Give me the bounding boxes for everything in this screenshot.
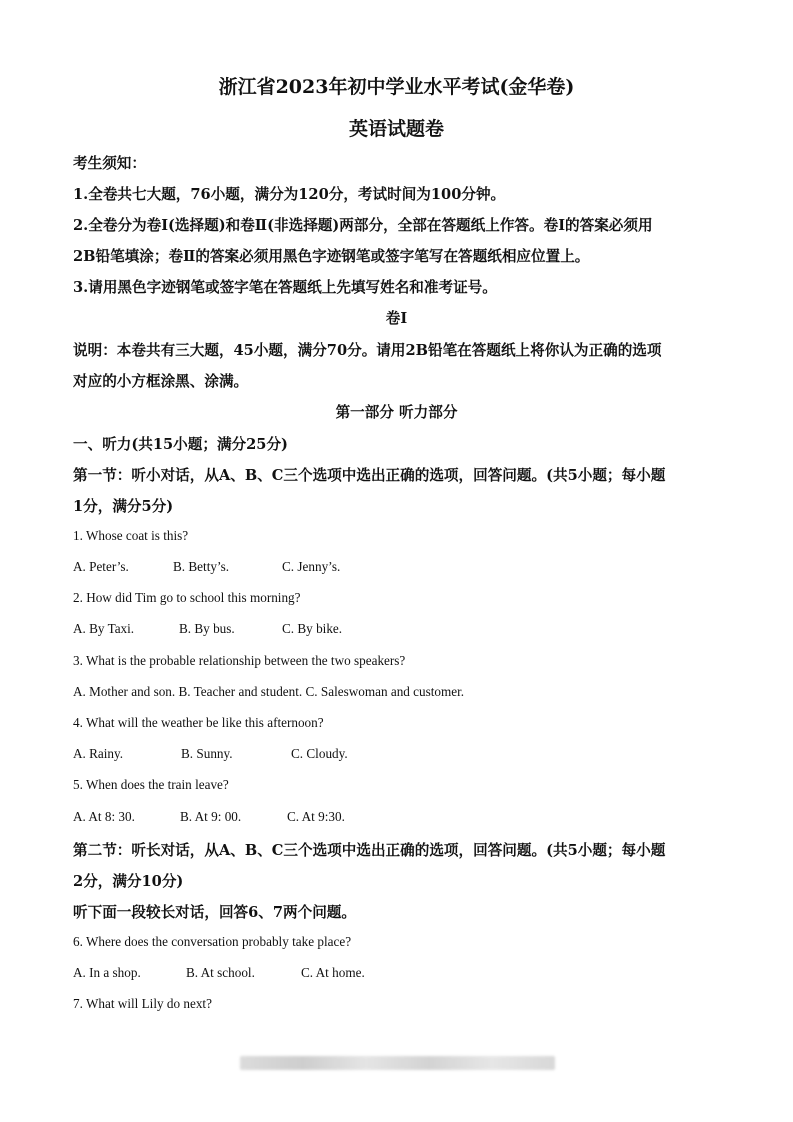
question-4: 4. What will the weather be like this afternoon? <box>73 715 324 730</box>
question-5: 5. When does the train leave? <box>73 777 229 792</box>
section-title: 一、听力(共15小题；满分25分) <box>73 436 288 453</box>
option-1c: C. Jenny’s. <box>282 559 341 574</box>
volume-desc-b: 对应的小方框涂黑、涂满。 <box>73 373 249 390</box>
question-6: 6. Where does the conversation probably take place? <box>73 934 352 949</box>
option-4b: B. Sunny. <box>181 746 233 761</box>
option-6b: B. At school. <box>186 965 255 980</box>
option-4a: A. Rainy. <box>73 746 124 761</box>
volume-label: 卷Ⅰ <box>385 310 408 327</box>
notice-line-1: 1.全卷共七大题，76小题，满分为120分，考试时间为100分钟。 <box>73 186 506 203</box>
option-1b: B. Betty’s. <box>173 559 230 574</box>
section2-instr-a: 第二节：听长对话，从A、B、C三个选项中选出正确的选项，回答问题。(共5小题；每小题 <box>73 842 666 859</box>
blurred-footer-watermark <box>240 1056 555 1070</box>
option-5a: A. At 8: 30. <box>73 809 135 824</box>
option-2a: A. By Taxi. <box>73 621 135 636</box>
question-7: 7. What will Lily do next? <box>73 996 212 1011</box>
notice-heading: 考生须知： <box>73 155 146 172</box>
option-2b: B. By bus. <box>179 621 235 636</box>
section1-instr-a: 第一节：听小对话，从A、B、C三个选项中选出正确的选项，回答问题。(共5小题；每小题 <box>73 467 666 484</box>
option-6a: A. In a shop. <box>73 965 141 980</box>
options-3: A. Mother and son. B. Teacher and student. C. Saleswoman and customer. <box>73 684 465 699</box>
section1-instr-b: 1分，满分5分) <box>73 498 174 515</box>
notice-line-3: 3.请用黑色字迹钢笔或签字笔在答题纸上先填写姓名和准考证号。 <box>73 279 497 296</box>
option-6c: C. At home. <box>301 965 365 980</box>
question-3: 3. What is the probable relationship between the two speakers? <box>73 653 406 668</box>
section2-instr-b: 2分，满分10分) <box>73 873 184 890</box>
option-2c: C. By bike. <box>282 621 343 636</box>
option-5b: B. At 9: 00. <box>180 809 242 824</box>
exam-title: 浙江省2023年初中学业水平考试(金华卷) <box>218 76 575 98</box>
option-5c: C. At 9:30. <box>287 809 345 824</box>
part-title: 第一部分 听力部分 <box>335 404 458 421</box>
option-4c: C. Cloudy. <box>291 746 348 761</box>
question-1: 1. Whose coat is this? <box>73 528 189 543</box>
exam-subtitle: 英语试题卷 <box>348 118 444 140</box>
question-2: 2. How did Tim go to school this morning? <box>73 590 301 605</box>
notice-line-2a: 2.全卷分为卷Ⅰ(选择题)和卷Ⅱ(非选择题)两部分，全部在答题纸上作答。卷Ⅰ的答案必须用 <box>73 217 653 234</box>
option-1a: A. Peter’s. <box>73 559 129 574</box>
volume-desc-a: 说明：本卷共有三大题，45小题，满分70分。请用2B铅笔在答题纸上将你认为正确的选项 <box>73 342 662 359</box>
notice-line-2b: 2B铅笔填涂；卷Ⅱ的答案必须用黑色字迹钢笔或签字笔写在答题纸相应位置上。 <box>73 248 590 265</box>
section2-dialog-instr: 听下面一段较长对话，回答6、7两个问题。 <box>73 904 356 921</box>
